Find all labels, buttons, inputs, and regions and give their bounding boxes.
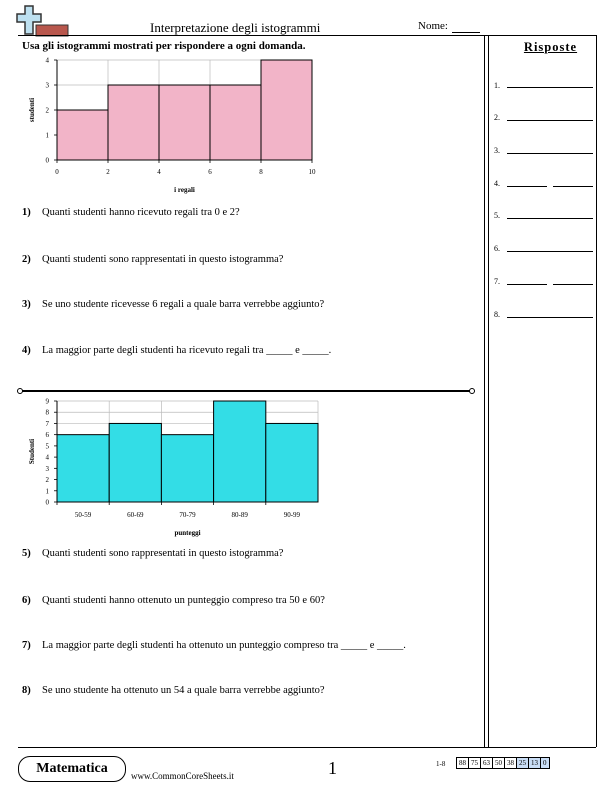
answer-label-1: 1. [494,81,500,90]
x-tick-label: 50-59 [74,511,92,519]
y-tick-label: 1 [45,487,49,496]
histogram-scores [18,392,323,544]
footer-divider [18,747,596,748]
page-right-border [596,35,597,747]
question-7: 7) La maggior parte degli studenti ha ottenuto un punteggio compreso tra _____ e _____. [22,640,406,651]
x-tick-label: 8 [259,168,263,176]
question-4: 4) La maggior parte degli studenti ha ricevuto regali tra _____ e _____. [22,345,332,356]
histogram-bar [57,110,108,160]
histogram-bar [159,85,210,160]
x-tick-label: 60-69 [127,511,144,519]
y-tick-label: 6 [45,431,49,440]
question-text: Se uno studente ricevesse 6 regali a quale barra verrebbe aggiunto? [42,299,325,310]
answer-label-3: 3. [494,146,500,155]
score-cell: 75 [469,758,481,769]
x-tick-label: 70-79 [179,511,196,519]
histogram-bar [109,423,161,502]
answer-label-4: 4. [494,179,500,188]
question-text: La maggior parte degli studenti ha ricevuto regali tra _____ e _____. [42,345,332,356]
x-tick-label: 90-99 [283,511,301,519]
x-tick-label: 4 [157,168,161,176]
y-tick-label: 8 [45,408,49,417]
x-tick-label: 80-89 [231,511,248,519]
histogram-bar [266,423,318,502]
x-axis-label: i regali [174,186,195,194]
question-8: 8) Se uno studente ha ottenuto un 54 a quale barra verrebbe aggiunto? [22,685,325,696]
answer-column-divider [484,35,489,747]
x-tick-label: 0 [55,168,59,176]
y-tick-label: 5 [45,442,49,451]
answer-field-3[interactable] [507,153,593,154]
question-text: Quanti studenti sono rappresentati in questo istogramma? [42,548,284,559]
x-tick-label: 6 [208,168,212,176]
y-tick-label: 3 [45,464,49,473]
question-5: 5) Quanti studenti sono rappresentati in questo istogramma? [22,548,284,559]
answer-label-8: 8. [494,310,500,319]
x-tick-label: 2 [106,168,110,176]
answers-title: Risposte [523,40,578,54]
y-tick-label: 4 [45,56,49,65]
question-3: 3) Se uno studente ricevesse 6 regali a quale barra verrebbe aggiunto? [22,299,325,310]
worksheet-title: Interpretazione degli istogrammi [150,20,321,35]
y-tick-label: 2 [45,106,49,115]
answer-field-4a[interactable] [507,186,547,187]
histogram-bar [261,60,312,160]
score-cell: 13 [529,758,541,769]
answer-field-6[interactable] [507,251,593,252]
page-number: 1 [328,758,337,778]
y-axis-label: Studenti [28,438,36,465]
answer-label-2: 2. [494,113,500,122]
score-cell: 25 [517,758,529,769]
y-axis-label: studenti [28,97,36,123]
question-6: 6) Quanti studenti hanno ottenuto un punteggio compreso tra 50 e 60? [22,595,325,606]
histogram-gifts [18,50,318,200]
answer-field-1[interactable] [507,87,593,88]
y-tick-label: 9 [45,397,49,406]
answer-field-7b[interactable] [553,284,593,285]
answer-label-6: 6. [494,244,500,253]
histogram-bar [214,401,266,502]
score-cell: 88 [457,758,469,769]
question-text: Quanti studenti sono rappresentati in questo istogramma? [42,254,284,265]
score-cell: 0 [541,758,550,769]
histogram-bar [210,85,261,160]
score-table [456,757,550,769]
y-tick-label: 1 [45,131,49,140]
y-tick-label: 7 [45,419,49,428]
question-2: 2) Quanti studenti sono rappresentati in questo istogramma? [22,254,284,265]
logo-icon [14,4,70,38]
histogram-bar [161,435,213,502]
question-text: Quanti studenti hanno ottenuto un punteggio compreso tra 50 e 60? [42,595,325,606]
site-url: www.CommonCoreSheets.it [131,771,234,781]
name-label: Nome: [418,20,448,32]
question-text: Quanti studenti hanno ricevuto regali tra 0 e 2? [42,207,240,218]
answer-label-7: 7. [494,277,500,286]
score-cell: 63 [481,758,493,769]
brand-badge: Matematica [18,756,126,782]
answer-label-5: 5. [494,211,500,220]
histogram-bar [57,435,109,502]
answer-field-7a[interactable] [507,284,547,285]
answer-field-8[interactable] [507,317,593,318]
y-tick-label: 4 [45,453,49,462]
y-tick-label: 2 [45,476,49,485]
score-cell: 50 [493,758,505,769]
question-1: 1) Quanti studenti hanno ricevuto regali tra 0 e 2? [22,207,240,218]
answer-field-2[interactable] [507,120,593,121]
histogram-bar [108,85,159,160]
y-tick-label: 3 [45,81,49,90]
header-divider [18,35,596,36]
y-tick-label: 0 [45,156,49,165]
score-range: 1-8 [436,760,446,768]
name-line [452,32,480,33]
score-cell: 38 [505,758,517,769]
y-tick-label: 0 [45,498,49,507]
question-text: La maggior parte degli studenti ha ottenuto un punteggio compreso tra _____ e _____. [42,640,406,651]
instructions: Usa gli istogrammi mostrati per rispondere a ogni domanda. [22,40,306,52]
x-tick-label: 10 [308,168,316,176]
question-text: Se uno studente ha ottenuto un 54 a quale barra verrebbe aggiunto? [42,685,325,696]
x-axis-label: punteggi [174,529,201,537]
answer-field-5[interactable] [507,218,593,219]
answer-field-4b[interactable] [553,186,593,187]
